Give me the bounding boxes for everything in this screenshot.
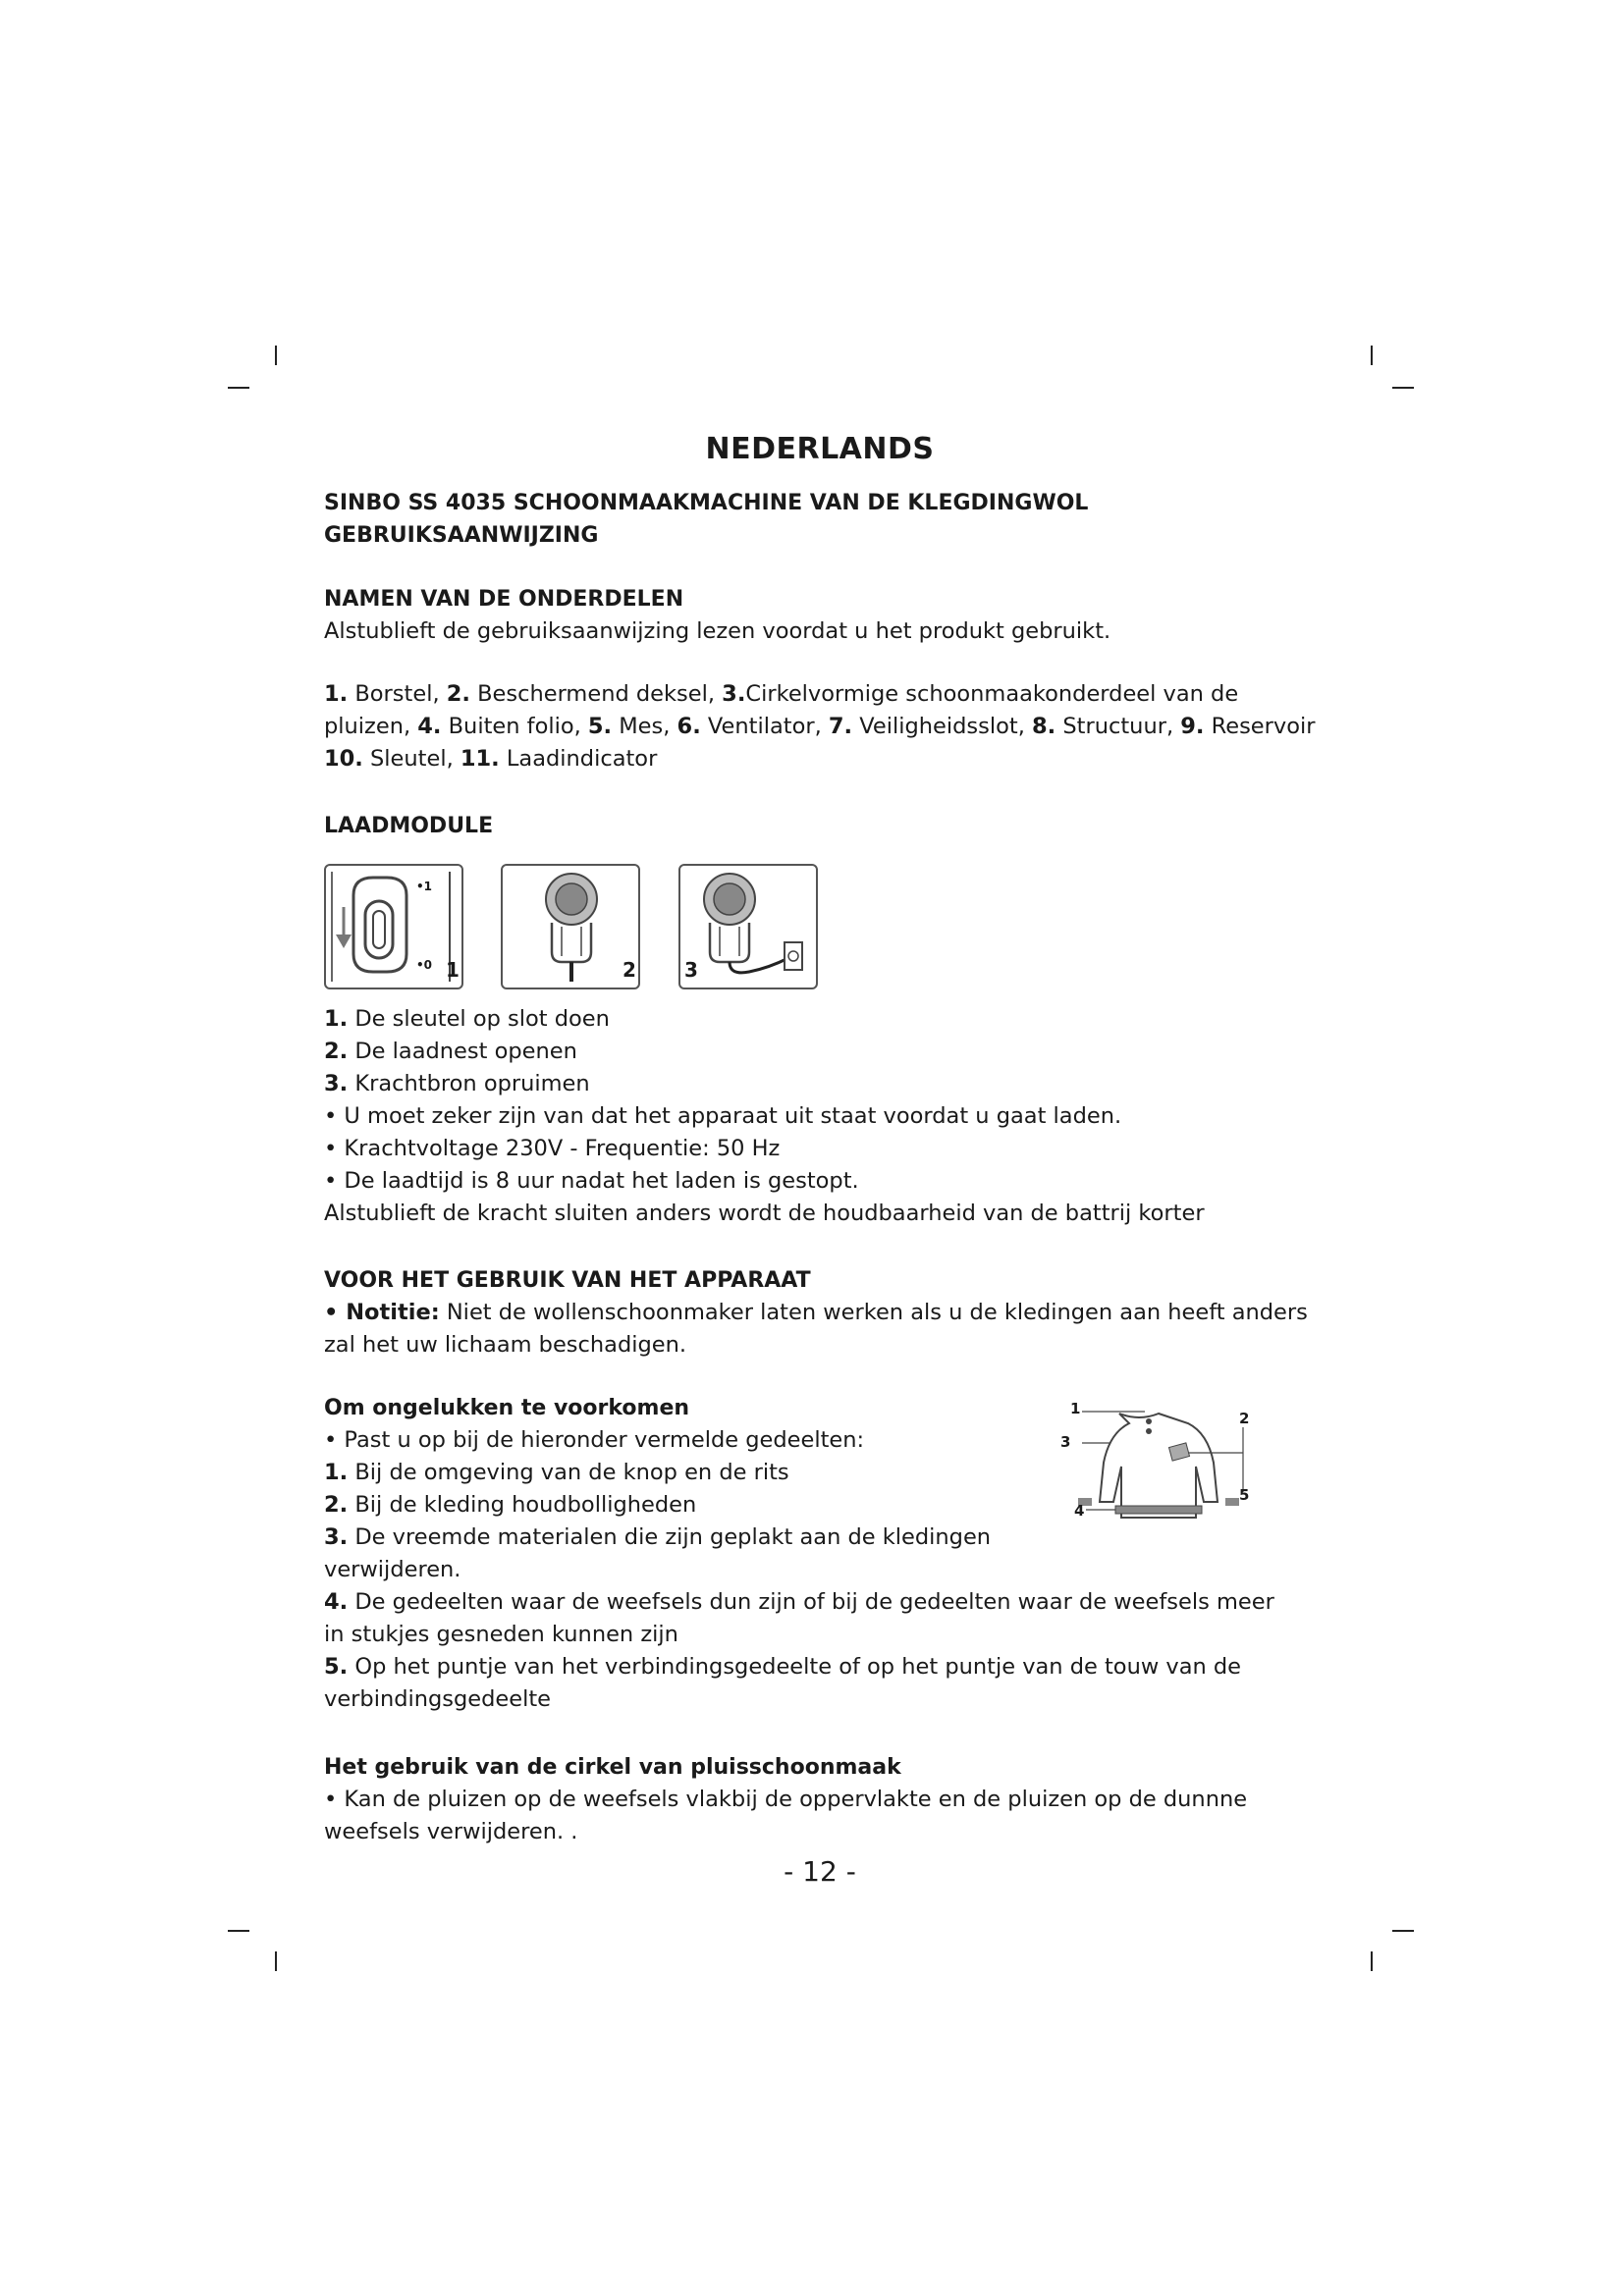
- switch-label-off: •0: [416, 958, 433, 972]
- parts-heading: NAMEN VAN DE ONDERDELEN: [324, 587, 684, 612]
- before-use-section: [324, 1264, 1316, 1362]
- item-number: 2.: [324, 1492, 349, 1518]
- part-name: Sleutel,: [362, 746, 460, 772]
- part-number: 7.: [828, 714, 853, 739]
- crop-mark: [275, 346, 277, 365]
- item-text: Bij de kleding houdbolligheden: [348, 1492, 697, 1518]
- step-number: 2.: [324, 1039, 349, 1064]
- device-plug-illustration: [680, 866, 816, 988]
- charging-bullet: • De laadtijd is 8 uur nadat het laden is gestopt.: [324, 1168, 859, 1194]
- charging-bullet: • Krachtvoltage 230V - Frequentie: 50 Hz: [324, 1136, 781, 1161]
- part-number: 9.: [1180, 714, 1205, 739]
- step-number: 1.: [324, 1006, 349, 1032]
- item-text: verbindingsgedeelte: [324, 1686, 552, 1712]
- part-name: Cirkelvormige schoonmaakonderdeel van de: [745, 681, 1239, 707]
- part-name: Mes,: [612, 714, 677, 739]
- part-number: 2.: [446, 681, 470, 707]
- figure-lock-key: [324, 864, 463, 989]
- lock-switch-illustration: [326, 866, 461, 988]
- part-name: pluizen,: [324, 714, 418, 739]
- language-title: NEDERLANDS: [705, 432, 935, 466]
- circle-use-text: weefsels verwijderen. .: [324, 1819, 578, 1844]
- crop-mark: [1371, 346, 1373, 365]
- charging-note: Alstublieft de kracht sluiten anders wordt de houdbaarheid van de battrij korter: [324, 1201, 1205, 1226]
- crop-mark: [1371, 1951, 1373, 1971]
- step-text: De laadnest openen: [348, 1039, 577, 1064]
- parts-list: [324, 678, 1316, 775]
- page-number: - 12 -: [784, 1855, 856, 1888]
- sweater-label-5: 5: [1239, 1486, 1250, 1504]
- part-number: 3.: [722, 681, 746, 707]
- item-text: in stukjes gesneden kunnen zijn: [324, 1622, 678, 1647]
- charging-heading: LAADMODULE: [324, 814, 494, 838]
- part-name: Beschermend deksel,: [469, 681, 723, 707]
- item-text: verwijderen.: [324, 1557, 461, 1582]
- circle-use-text: • Kan de pluizen op de weefsels vlakbij de oppervlakte en de pluizen op de dunnne: [324, 1787, 1248, 1812]
- crop-mark: [228, 1930, 249, 1932]
- figure-number: 1: [446, 958, 460, 982]
- part-number: 10.: [324, 746, 363, 772]
- part-name: Veiligheidsslot,: [852, 714, 1033, 739]
- sweater-label-4: 4: [1074, 1502, 1085, 1520]
- figure-number: 3: [684, 958, 698, 982]
- crop-mark: [1392, 1930, 1414, 1932]
- document-title: SINBO SS 4035 SCHOONMAAKMACHINE VAN DE KLEGDINGWOL GEBRUIKSAANWIJZING: [324, 491, 1089, 548]
- sweater-label-1: 1: [1070, 1400, 1081, 1417]
- switch-label-on: •1: [416, 880, 433, 893]
- step-text: De sleutel op slot doen: [348, 1006, 610, 1032]
- figure-number: 2: [623, 958, 636, 982]
- part-number: 1.: [324, 681, 349, 707]
- circle-use-heading: Het gebruik van de cirkel van pluisschoonmaak: [324, 1755, 901, 1780]
- circle-use-section: [324, 1751, 1316, 1848]
- charging-steps: [324, 1003, 1316, 1230]
- item-number: 5.: [324, 1654, 349, 1680]
- item-text: De vreemde materialen die zijn geplakt aan de kledingen: [348, 1524, 992, 1550]
- sweater-illustration: [1060, 1404, 1257, 1522]
- part-name: Ventilator,: [700, 714, 829, 739]
- sweater-diagram: [1060, 1400, 1257, 1522]
- item-number: 4.: [324, 1589, 349, 1615]
- part-number: 5.: [587, 714, 613, 739]
- accidents-intro: • Past u op bij de hieronder vermelde gedeelten:: [324, 1427, 865, 1453]
- accidents-heading: Om ongelukken te voorkomen: [324, 1396, 690, 1420]
- part-number: 6.: [677, 714, 701, 739]
- part-name: Structuur,: [1056, 714, 1181, 739]
- part-name: Buiten folio,: [441, 714, 588, 739]
- crop-mark: [1392, 387, 1414, 389]
- figure-power-plug: [678, 864, 818, 989]
- item-number: 3.: [324, 1524, 349, 1550]
- item-text: Bij de omgeving van de knop en de rits: [348, 1460, 789, 1485]
- crop-mark: [228, 387, 249, 389]
- part-number: 11.: [460, 746, 500, 772]
- part-name: Borstel,: [348, 681, 447, 707]
- parts-section: [324, 583, 1316, 648]
- device-illustration: [503, 866, 638, 988]
- item-text: Op het puntje van het verbindingsgedeelte of op het puntje van de touw van de: [348, 1654, 1242, 1680]
- charging-section: [324, 810, 1316, 842]
- sweater-label-3: 3: [1060, 1433, 1071, 1451]
- step-number: 3.: [324, 1071, 349, 1096]
- charging-bullet: • U moet zeker zijn van dat het apparaat uit staat voordat u gaat laden.: [324, 1103, 1122, 1129]
- part-name: Reservoir: [1204, 714, 1316, 739]
- part-number: 8.: [1032, 714, 1056, 739]
- part-name: Laadindicator: [499, 746, 658, 772]
- figure-open-charger: [501, 864, 640, 989]
- note-text: Niet de wollenschoonmaker laten werken als u de kledingen aan heeft anders: [439, 1300, 1308, 1325]
- item-text: De gedeelten waar de weefsels dun zijn of bij de gedeelten waar de weefsels meer: [348, 1589, 1274, 1615]
- part-number: 4.: [417, 714, 442, 739]
- note-text: zal het uw lichaam beschadigen.: [324, 1332, 687, 1358]
- parts-intro: Alstublieft de gebruiksaanwijzing lezen voordat u het produkt gebruikt.: [324, 618, 1111, 644]
- note-label: • Notitie:: [324, 1300, 440, 1325]
- step-text: Krachtbron opruimen: [348, 1071, 590, 1096]
- crop-mark: [275, 1951, 277, 1971]
- item-number: 1.: [324, 1460, 349, 1485]
- sweater-label-2: 2: [1239, 1410, 1250, 1427]
- before-use-heading: VOOR HET GEBRUIK VAN HET APPARAAT: [324, 1268, 811, 1293]
